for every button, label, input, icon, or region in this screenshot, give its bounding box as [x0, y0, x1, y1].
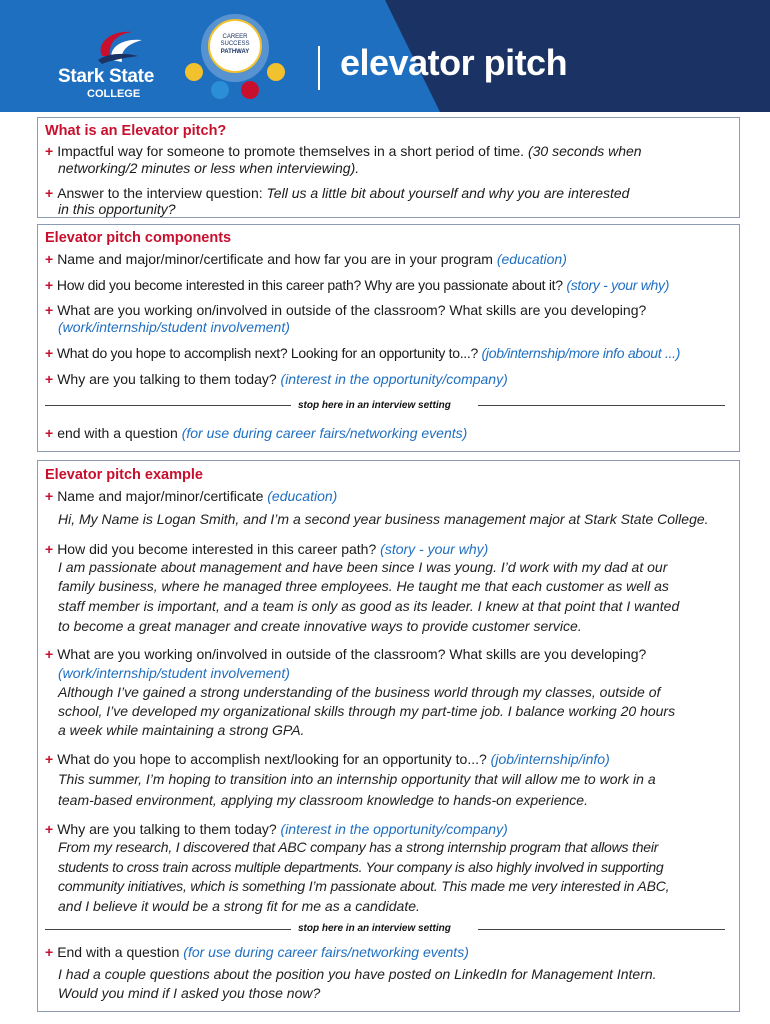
example-text-6-line-2: Would you mind if I asked you those now?	[58, 985, 321, 1001]
pathway-label-2: SUCCESS	[220, 41, 250, 47]
pathway-label-1: CAREER	[222, 34, 248, 40]
example-text-5-line-2: students to cross train across multiple departments. Your company is also highly involved in supporting	[58, 859, 664, 875]
example-heading-4: + What do you hope to accomplish next/looking for an opportunity to...? (job/internship/info)	[45, 751, 610, 767]
example-text-5-line-1: From my research, I discovered that ABC company has a strong internship program that allows their	[58, 839, 659, 855]
example-heading-2: + How did you become interested in this career path? (story - your why)	[45, 541, 489, 557]
example-heading-5: + Why are you talking to them today? (interest in the opportunity/company)	[45, 821, 508, 837]
example-heading-6: + End with a question (for use during career fairs/networking events)	[45, 944, 469, 960]
example-text-5-line-3: community initiatives, which is something I’m passionate about. This made me very interested in ABC,	[58, 878, 670, 894]
what-is-bullet-2: + Answer to the interview question: Tell us a little bit about yourself and why you are interested	[45, 185, 630, 201]
what-is-title: What is an Elevator pitch?	[45, 123, 227, 139]
component-4: + What do you hope to accomplish next? Looking for an opportunity to...? (job/internship/more info about ...)	[45, 345, 681, 361]
title-divider	[318, 46, 320, 90]
example-stop-text: stop here in an interview setting	[298, 923, 451, 934]
component-3-note: (work/internship/student involvement)	[58, 319, 290, 335]
example-text-3-line-3: a week while maintaining a strong GPA.	[58, 722, 305, 738]
page-title: elevator pitch	[340, 42, 568, 83]
example-text-2-line-4: to become a great manager and create innovative ways to provide customer service.	[58, 618, 582, 634]
stark-state-logo-icon	[92, 26, 148, 66]
example-stop-divider-right	[478, 929, 725, 930]
example-text-3-line-1: Although I’ve gained a strong understanding of the business world through my classes, outside of	[58, 684, 661, 700]
component-2: + How did you become interested in this career path? Why are you passionate about it? (story - your why)	[45, 277, 670, 293]
header-banner	[0, 0, 770, 112]
example-stop-divider-left	[45, 929, 291, 930]
example-text-6-line-1: I had a couple questions about the position you have posted on LinkedIn for Management Intern.	[58, 966, 657, 982]
component-1: + Name and major/minor/certificate and how far you are in your program (education)	[45, 251, 567, 267]
what-is-bullet-1-cont: networking/2 minutes or less when interviewing).	[58, 160, 360, 176]
example-text-2-line-2: family business, where he managed three employees. He taught me that each customer as well as	[58, 578, 669, 594]
logo-subtitle: COLLEGE	[87, 88, 141, 100]
example-text-5-line-4: and I believe it would be a strong fit for me as a candidate.	[58, 898, 420, 914]
example-heading-3-note: (work/internship/student involvement)	[58, 665, 290, 681]
example-text-3-line-2: school, I’ve developed my organizational skills through my part-time job. I balance working 20 hours	[58, 703, 676, 719]
logo-name: Stark State	[58, 66, 154, 87]
example-text-2-line-1: I am passionate about management and have been since I was young. I’d work with my dad at our	[58, 559, 668, 575]
example-text-4-line-1: This summer, I’m hoping to transition into an internship opportunity that will allow me to work in a	[58, 771, 656, 787]
stop-text: stop here in an interview setting	[298, 400, 451, 411]
example-text-4-line-2: team-based environment, applying my classroom knowledge to hands-on experience.	[58, 792, 588, 808]
stop-divider-left	[45, 405, 291, 406]
component-6: + end with a question (for use during career fairs/networking events)	[45, 425, 468, 441]
example-title: Elevator pitch example	[45, 467, 203, 483]
example-heading-3: + What are you working on/involved in outside of the classroom? What skills are you developing?	[45, 646, 647, 662]
components-title: Elevator pitch components	[45, 230, 232, 246]
what-is-bullet-2-cont: in this opportunity?	[58, 201, 176, 217]
component-3: + What are you working on/involved in outside of the classroom? What skills are you developing?	[45, 302, 647, 318]
stop-divider-right	[478, 405, 725, 406]
pathway-label-3: PATHWAY	[220, 49, 250, 55]
component-5: + Why are you talking to them today? (interest in the opportunity/company)	[45, 371, 508, 387]
example-text-2-line-3: staff member is important, and a team is only as good as its leader. I knew at that point that I wanted	[58, 598, 680, 614]
example-text-1: Hi, My Name is Logan Smith, and I’m a second year business management major at Stark State College.	[58, 511, 709, 527]
example-heading-1: + Name and major/minor/certificate (education)	[45, 488, 338, 504]
career-pathway-graphic	[180, 8, 290, 108]
what-is-bullet-1: + Impactful way for someone to promote themselves in a short period of time. (30 seconds when	[45, 143, 642, 159]
